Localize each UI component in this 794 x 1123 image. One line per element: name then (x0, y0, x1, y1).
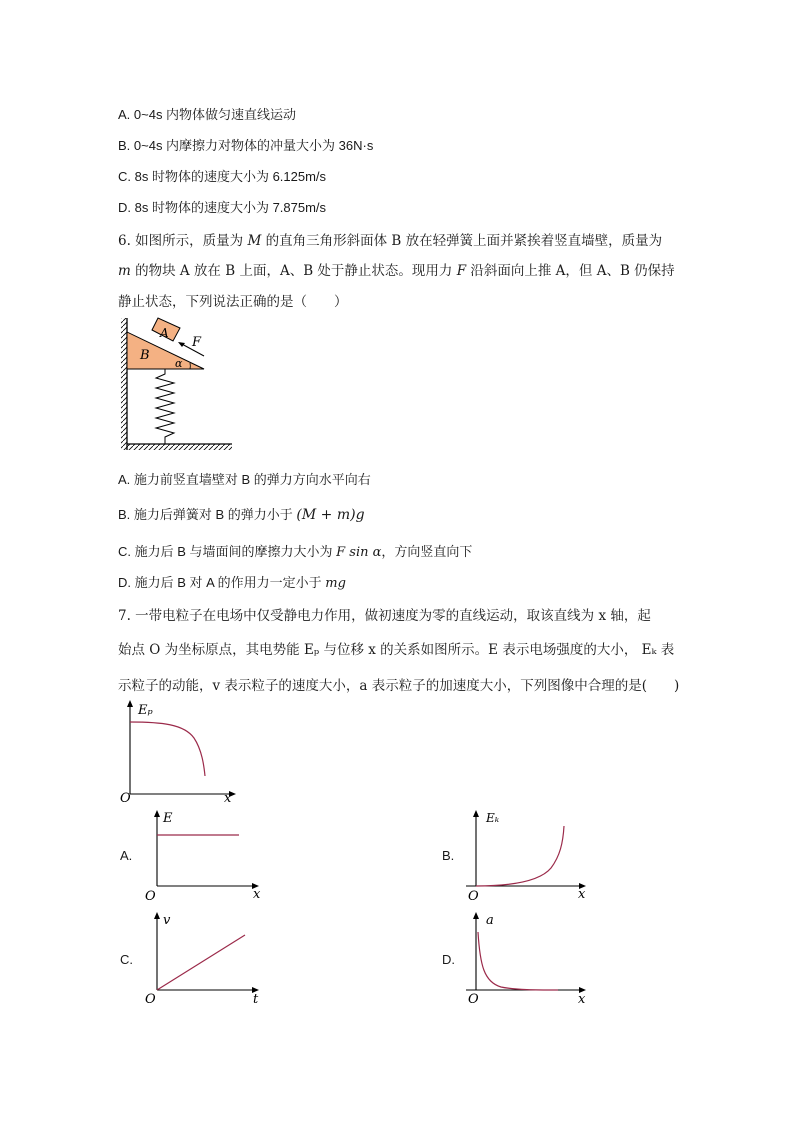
x-axis-label: x (224, 791, 232, 806)
q7-ep-x-graph (116, 698, 246, 806)
block-a-label: A (160, 326, 169, 340)
v-linear-line (157, 935, 245, 990)
q7-option-b-letter: B. (442, 848, 455, 863)
force-f-label: F (192, 335, 202, 350)
q7-stem-line-3: 示粒子的动能，v 表示粒子的速度大小，a 表示粒子的加速度大小，下列图像中合理的是( ) (118, 678, 680, 694)
q5-option-a: A. 0~4s 内物体做匀速直线运动 (118, 107, 297, 122)
q7-option-d-graph (466, 910, 596, 1005)
a-decay-curve (478, 932, 558, 990)
floor-hatch (127, 444, 232, 450)
force-f-arrowhead (178, 342, 185, 347)
svg-text:E: E (163, 811, 173, 826)
q7-option-a-graph (143, 808, 263, 904)
svg-text:Eₖ: Eₖ (486, 811, 500, 825)
origin-label: O (120, 791, 131, 806)
q6-option-b: B. 施力后弹簧对 B 的弹力小于 (M + m)g (118, 507, 365, 523)
q5-option-c: C. 8s 时物体的速度大小为 6.125m/s (118, 169, 327, 184)
ek-curve (476, 826, 564, 886)
q6-option-d: D. 施力后 B 对 A 的作用力一定小于 mg (118, 575, 346, 591)
q7-stem-line-2: 始点 O 为坐标原点，其电势能 Eₚ 与位移 x 的关系如图所示。E 表示电场强度的大小， Eₖ 表 (118, 642, 675, 658)
angle-alpha-label: α (175, 357, 183, 370)
q7-option-c-graph (143, 910, 263, 1005)
svg-text:a: a (486, 913, 494, 928)
svg-text:O: O (145, 889, 156, 904)
q7-option-a-letter: A. (120, 848, 133, 863)
y-axis-arrow (127, 700, 133, 707)
q7-option-c-letter: C. (120, 952, 133, 967)
svg-text:O: O (468, 992, 479, 1007)
svg-text:x: x (578, 887, 586, 902)
q6-stem-line-1: 6. 如图所示，质量为 M 的直角三角形斜面体 B 放在轻弹簧上面并紧挨着竖直墙壁，质量为 (118, 233, 663, 249)
svg-text:O: O (145, 992, 156, 1007)
q7-stem-line-1: 7. 一带电粒子在电场中仅受静电力作用，做初速度为零的直线运动，取该直线为 x 轴，起 (118, 608, 651, 624)
svg-text:x: x (578, 992, 586, 1007)
svg-text:x: x (253, 887, 261, 902)
q6-option-c: C. 施力后 B 与墙面间的摩擦力大小为 F sin α，方向竖直向下 (118, 544, 473, 560)
svg-text:O: O (468, 889, 479, 904)
q7-option-d-letter: D. (442, 952, 455, 967)
y-axis-label: Eₚ (138, 703, 153, 718)
q6-wedge-spring-figure (118, 316, 218, 456)
wedge-b-label: B (140, 348, 150, 363)
svg-text:t: t (253, 992, 259, 1007)
spring (156, 369, 174, 444)
q5-option-b: B. 0~4s 内摩擦力对物体的冲量大小为 36N·s (118, 138, 374, 153)
q7-option-b-graph (466, 808, 596, 904)
svg-text:v: v (163, 913, 171, 928)
wall-hatch (121, 318, 127, 450)
q6-stem-line-3: 静止状态，下列说法正确的是（ ） (118, 294, 348, 310)
q5-option-d: D. 8s 时物体的速度大小为 7.875m/s (118, 200, 327, 215)
q6-stem-line-2: m 的物块 A 放在 B 上面，A、B 处于静止状态。现用力 F 沿斜面向上推 A，但 A、B 仍保持 (118, 263, 675, 279)
ep-curve (130, 722, 205, 776)
q6-option-a: A. 施力前竖直墙壁对 B 的弹力方向水平向右 (118, 472, 371, 487)
